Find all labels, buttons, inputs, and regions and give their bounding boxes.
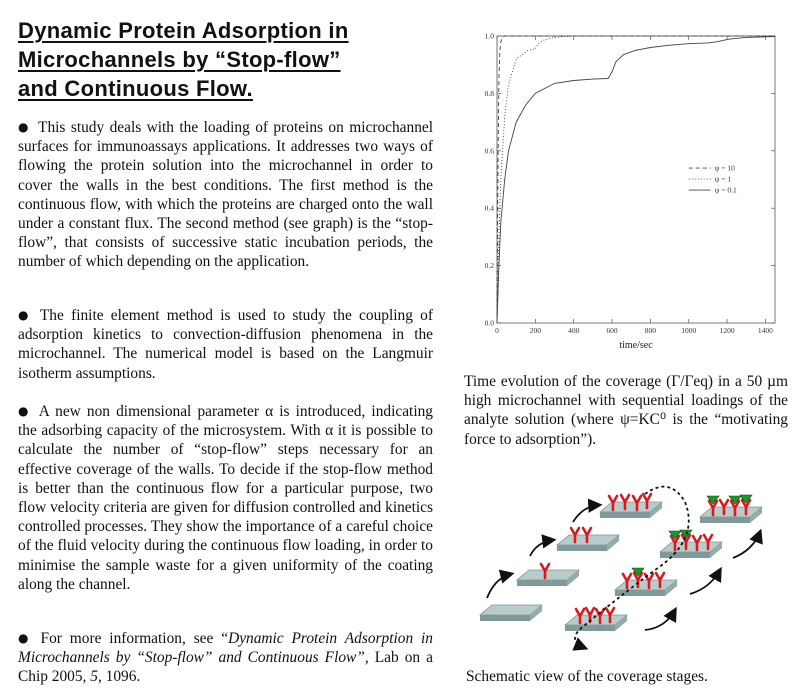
title-line-2: Microchannels by “Stop-flow” [18,47,341,72]
y-tick-label: 1.0 [484,31,494,41]
coverage-stages-schematic [475,470,775,655]
stage-6-plate [615,580,677,596]
reference-title: Dynamic Protein Adsorption in Microchannels by “Stop-flow” and Continuous Flow”, [18,630,433,667]
bullet-icon: ● [18,631,33,645]
plot-frame [497,36,775,323]
paragraph-study [18,118,433,272]
x-tick-label: 800 [644,326,657,335]
title-line-3: and Continuous Flow. [18,76,253,101]
series-line-dashed [497,36,775,323]
bullet-icon: ● [18,308,32,322]
graph-caption: Time evolution of the coverage (Γ/Γeq) in a 50 µm high microchannel with sequential loadings of the analyte solution (where ψ=KC⁰ is the “motivating force to adsorption”). [464,373,788,448]
stage-7-plate [660,542,722,558]
x-tick-label: 200 [529,326,541,335]
x-tick-label: 1000 [681,326,697,335]
stage-2-plate [517,570,579,586]
y-tick-label: 0.4 [484,203,494,213]
legend-entry: ψ = 1 [714,174,732,184]
paragraph-parameter-text: A new non dimensional parameter α is introduced, indicating the adsorbing capacity of the microsystem. With α it is possible to calculate the number of “stop-flow” steps necessary for an effective coverage of the walls. To decide if the stop-flow method is better than the continuous flow for a particular purpose, two flow velocity criteria are given for diffusion controlled and kinetics controlled processes. They show the importance of a careful choice of the fluid velocity during the continuous flow loading, in order to minimise the sample waste for a given uniformity of the coating along the channel. [18,403,433,593]
reference-journal: Lab on a Chip 2005, [18,649,433,686]
paragraph-reference [18,629,433,687]
x-tick-label: 600 [606,326,618,335]
y-tick-label: 0.2 [484,261,494,271]
series-line-solid [497,37,775,323]
paragraph-finite-element-text: The finite element method is used to study the coupling of adsorption kinetics to convection-diffusion phenomena in the microchannel. The numerical model is based on the Langmuir isotherm assumptions. [18,307,433,382]
y-tick-label: 0.8 [484,88,494,98]
x-tick-label: 1400 [757,326,773,335]
stage-1-plate [480,605,542,621]
schematic-caption: Schematic view of the coverage stages. [466,668,708,685]
x-tick-label: 400 [568,326,580,335]
bullet-icon: ● [18,404,31,418]
paragraph-parameter [18,402,433,594]
legend-entry: ψ = 0.1 [714,185,737,195]
page-title [18,16,438,103]
paragraph-study-text: This study deals with the loading of proteins on microchannel surfaces for immunoassays applications. It addresses two ways of flowing the protein solution into the microchannel in order to cover the walls in the best conditions. The first method is the continuous flow, with which the proteins are charged onto the wall under a constant flux. The second method (see graph) is the “stop-flow”, that consists of successive static incubation periods, the number of which depending on the application. [18,119,433,271]
reference-intro: For more information, see “ [40,630,229,647]
bullet-icon: ● [18,120,31,134]
reference-pages: , 1096. [97,668,141,686]
reference-volume: 5 [90,668,98,686]
x-tick-label: 1200 [719,326,735,335]
stage-8-plate [700,507,762,523]
y-tick-label: 0.6 [484,146,494,156]
y-tick-label: 0.0 [484,318,494,328]
title-line-1: Dynamic Protein Adsorption in [18,18,349,43]
x-tick-label: 0 [495,326,499,335]
stage-plates [480,502,762,631]
stage-5-plate [565,615,627,631]
x-axis-label: time/sec [619,340,653,351]
paragraph-finite-element [18,306,433,383]
series-line-dotted [497,36,775,323]
stage-4-plate [600,502,662,518]
legend-entry: ψ = 10 [714,163,735,173]
coverage-chart [470,28,788,358]
